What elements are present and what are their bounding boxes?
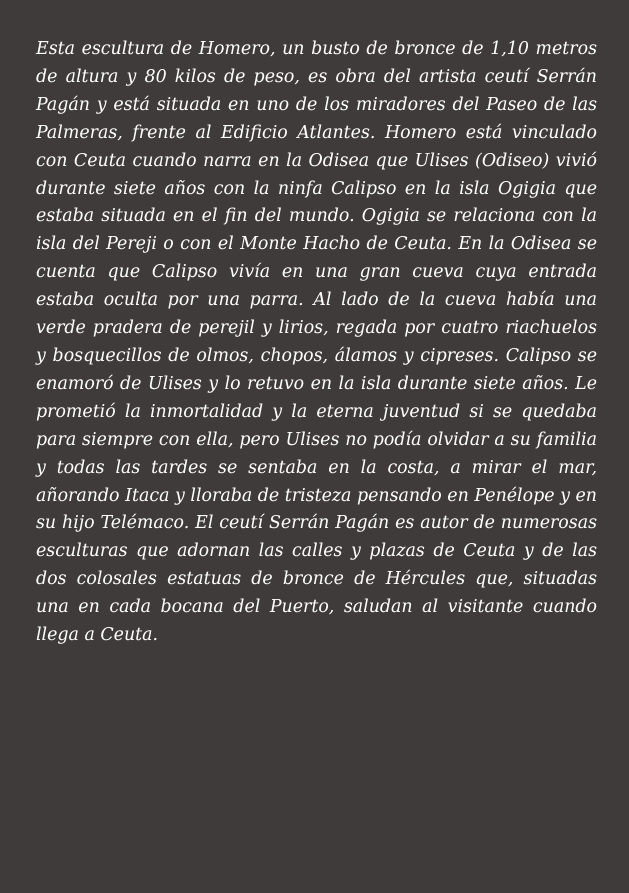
body-paragraph: Esta escultura de Homero, un busto de bronce de 1,10 metros de altura y 80 kilos de peso, es obra del artista ceutí Serrán Pagán y está situada en uno de los miradores del Paseo de las Palmeras, frente al Edificio Atlantes. Homero está vinculado con Ceuta cuando narra en la Odisea que Ulises (Odiseo) vivió durante siete años con la ninfa Calipso en la isla Ogigia que estaba situada en el fin del mundo. Ogigia se relaciona con la isla del Pereji o con el Monte Hacho de Ceuta. En la Odisea se cuenta que Calipso vivía en una gran cueva cuya entrada estaba oculta por una parra. Al lado de la cueva había una verde pradera de perejil y lirios, regada por cuatro riachuelos y bosquecillos de olmos, chopos, álamos y cipreses. Calipso se enamoró de Ulises y lo retuvo en la isla durante siete años. Le prometió la inmortalidad y la eterna juventud si se quedaba para siempre con ella, pero Ulises no podía olvidar a su familia y todas las tardes se sentaba en la costa, a mirar el mar, añorando Itaca y lloraba de tristeza pensando en Penélope y en su hijo Telémaco. El ceutí Serrán Pagán es autor de numerosas esculturas que adornan las calles y plazas de Ceuta y de las dos colosales estatuas de bronce de Hércules que, situadas una en cada bocana del Puerto, saludan al visitante cuando llega a Ceuta. bbox=[36, 39, 597, 646]
